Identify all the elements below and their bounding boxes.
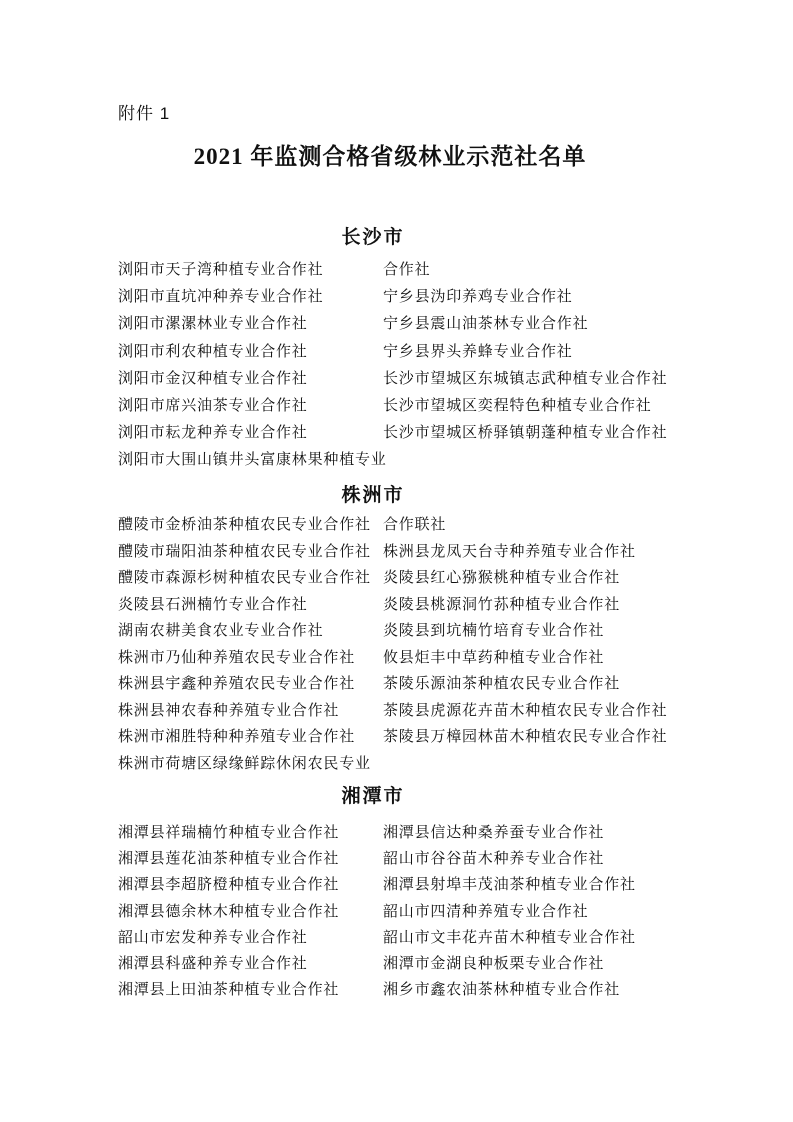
cooperative-name: 株洲县神农春种养殖专业合作社 [118,702,340,719]
table-row [118,645,718,672]
table-row [118,925,718,951]
cooperative-name: 炎陵县到坑楠竹培育专业合作社 [383,623,605,639]
table-row [118,751,718,778]
cooperative-name: 醴陵市金桥油茶种植农民专业合作社 [118,517,371,533]
cooperative-name: 湘潭县莲花油茶种植专业合作社 [118,851,340,868]
cooperative-name [383,447,718,474]
section-rows [118,820,718,1003]
table-row [118,977,718,1003]
cooperative-name: 醴陵市森源杉树种植农民专业合作社 [118,570,371,586]
cooperative-name: 株洲市湘胜特种种养殖专业合作社 [118,729,356,745]
cooperative-name: 长沙市望城区奕程特色种植专业合作社 [383,398,652,415]
cooperative-name: 湘潭市金湖良种板栗专业合作社 [383,956,605,973]
cooperative-name: 长沙市望城区桥驿镇朝蓬种植专业合作社 [383,425,668,442]
cooperative-name: 浏阳市天子湾种植专业合作社 [118,262,324,278]
table-row [118,618,718,645]
cooperative-name: 浏阳市耘龙种养专业合作社 [118,425,308,442]
cooperative-name: 湘潭县射埠丰茂油茶种植专业合作社 [383,877,636,894]
cooperative-name: 合作联社 [383,517,447,533]
cooperative-name: 炎陵县红心猕猴桃种植专业合作社 [383,570,621,586]
table-row [118,420,718,447]
section-header: 湘潭市 [341,786,405,807]
cooperative-name: 湘潭县祥瑞楠竹种植专业合作社 [118,825,340,841]
table-row [118,592,718,619]
cooperative-name: 韶山市四清种养殖专业合作社 [383,903,589,920]
table-row [118,284,718,311]
cooperative-name: 茶陵县虎源花卉苗木种植农民专业合作社 [383,702,668,719]
cooperative-name: 浏阳市利农种植专业合作社 [118,343,308,360]
table-row [118,257,718,284]
cooperative-name: 韶山市谷谷苗木种养专业合作社 [383,851,605,868]
table-row [118,846,718,872]
table-row [118,951,718,977]
cooperative-name: 浏阳市直坑冲种养专业合作社 [118,289,324,306]
table-row [118,447,718,474]
table-row [118,393,718,420]
table-row [118,671,718,698]
section-rows [118,257,718,475]
cooperative-name: 浏阳市大围山镇井头富康林果种植专业 [118,452,387,469]
table-row [118,872,718,898]
section-header: 长沙市 [341,227,405,248]
cooperative-name: 湘潭县李超脐橙种植专业合作社 [118,877,340,894]
cooperative-name: 韶山市宏发种养专业合作社 [118,929,308,946]
cooperative-name: 湘潭县德余林木种植专业合作社 [118,903,340,920]
cooperative-name: 宁乡县界头养蜂专业合作社 [383,343,573,360]
cooperative-name: 宁乡县震山油茶林专业合作社 [383,316,589,333]
cooperative-name: 茶陵乐源油茶种植农民专业合作社 [383,676,621,692]
cooperative-name: 浏阳市席兴油茶专业合作社 [118,398,308,415]
cooperative-name: 醴陵市瑞阳油茶种植农民专业合作社 [118,543,371,560]
cooperative-name: 茶陵县万樟园林苗木种植农民专业合作社 [383,729,668,745]
attachment-label: 附件 1 [118,104,171,123]
section-rows [118,512,718,777]
cooperative-name: 湘潭县科盛种养专业合作社 [118,956,308,973]
cooperative-name: 韶山市文丰花卉苗木种植专业合作社 [383,929,636,946]
cooperative-name: 株洲市荷塘区绿缘鲜踪休闲农民专业 [118,755,371,772]
cooperative-name: 浏阳市漯漯林业专业合作社 [118,316,308,333]
cooperative-name: 株洲县宇鑫种养殖农民专业合作社 [118,676,356,692]
cooperative-name [383,751,718,778]
table-row [118,565,718,592]
cooperative-name: 株洲市乃仙种养殖农民专业合作社 [118,649,356,666]
cooperative-name: 湘潭县信达种桑养蚕专业合作社 [383,825,605,841]
table-row [118,899,718,925]
table-row [118,339,718,366]
cooperative-name: 攸县炬丰中草药种植专业合作社 [383,649,605,666]
table-row [118,724,718,751]
section-header: 株洲市 [341,485,405,506]
table-row [118,820,718,846]
cooperative-name: 株洲县龙凤天台寺种养殖专业合作社 [383,543,636,560]
page-title: 2021 年监测合格省级林业示范社名单 [193,144,587,169]
cooperative-name: 炎陵县石洲楠竹专业合作社 [118,596,308,613]
cooperative-name: 湘潭县上田油茶种植专业合作社 [118,982,340,999]
cooperative-name: 炎陵县桃源洞竹荪种植专业合作社 [383,596,621,613]
cooperative-name: 合作社 [383,262,431,278]
cooperative-name: 湘乡市鑫农油茶林种植专业合作社 [383,982,621,999]
table-row [118,539,718,566]
cooperative-name: 长沙市望城区东城镇志武种植专业合作社 [383,370,668,387]
table-row [118,366,718,393]
cooperative-name: 宁乡县沩印养鸡专业合作社 [383,289,573,306]
table-row [118,512,718,539]
table-row [118,698,718,725]
cooperative-name: 湖南农耕美食农业专业合作社 [118,623,324,639]
cooperative-name: 浏阳市金汉种植专业合作社 [118,370,308,387]
table-row [118,311,718,338]
